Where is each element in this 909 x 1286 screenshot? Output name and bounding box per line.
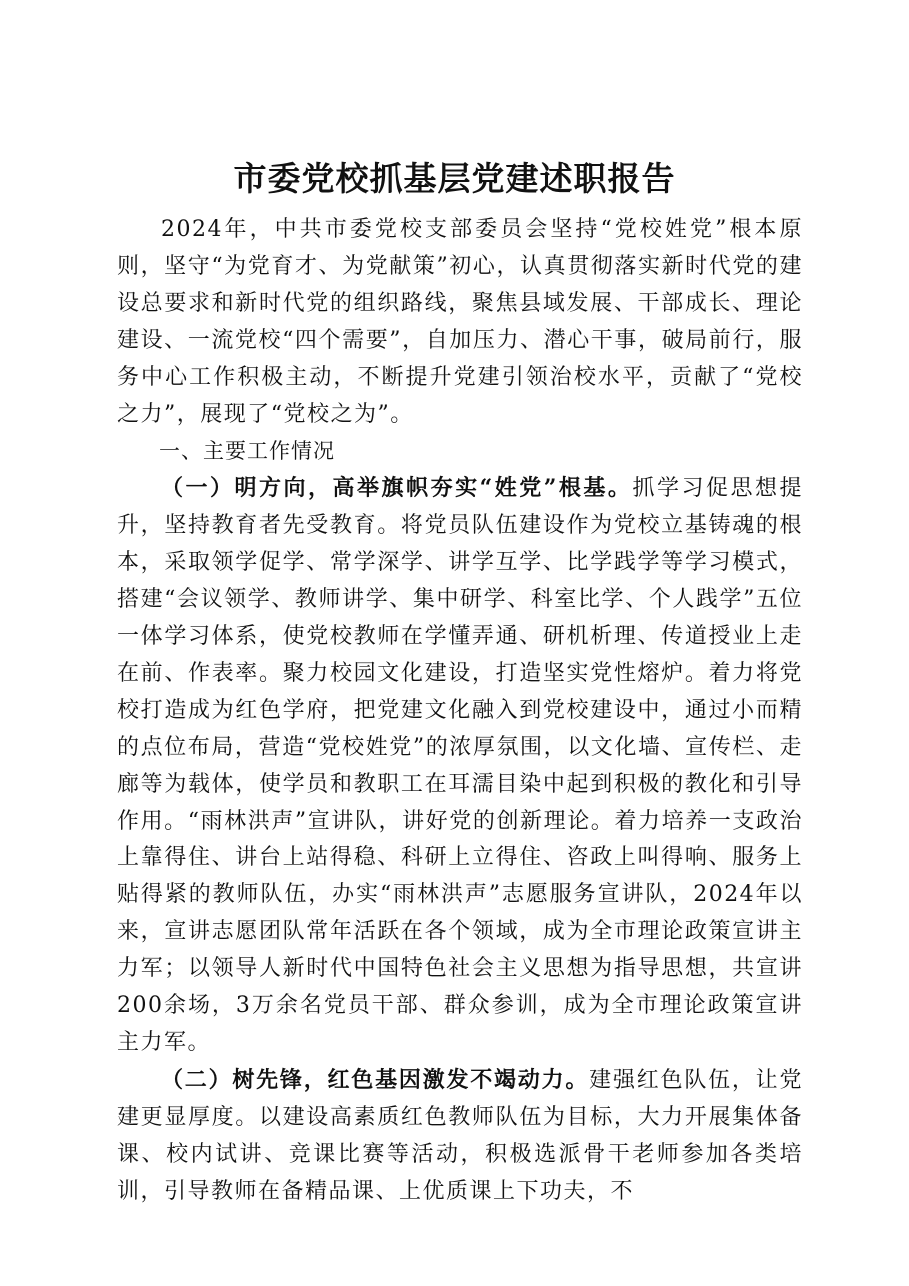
item2-text: 建强红色队伍，让党建更显厚度。以建设高素质红色教师队伍为目标，大力开展集体备课、校内试讲、竞课比赛等活动，积极选派骨干老师参加各类培训，引导教师在备精品课、上优质课上下功夫，不 [117, 1067, 803, 1204]
document-body [117, 212, 803, 1210]
item1-text: 抓学习促思想提升，坚持教育者先受教育。将党员队伍建设作为党校立基铸魂的根本，采取领学促学、常学深学、讲学互学、比学践学等学习模式，搭建“会议领学、教师讲学、集中研学、科室比学、个人践学”五位一体学习体系，使党校教师在学懂弄通、研机析理、传道授业上走在前、作表率。聚力校园文化建设，打造坚实党性熔炉。着力将党校打造成为红色学府，把党建文化融入到党校建设中，通过小而精的点位布局，营造“党校姓党”的浓厚氛围，以文化墙、宣传栏、走廊等为载体，使学员和教职工在耳濡目染中起到积极的教化和引导作用。“雨林洪声”宣讲队，讲好党的创新理论。着力培养一支政治上靠得住、讲台上站得稳、科研上立得住、咨政上叫得响、服务上贴得紧的教师队伍，办实“雨林洪声”志愿服务宣讲队，2024年以来，宣讲志愿团队常年活跃在各个领域，成为全市理论政策宣讲主力军；以领导人新时代中国特色社会主义思想为指导思想，共宣讲200余场，3万余名党员干部、群众参训，成为全市理论政策宣讲主力军。 [117, 476, 803, 1055]
item2-paragraph [117, 1062, 803, 1211]
document-title: 市委党校抓基层党建述职报告 [233, 159, 676, 198]
section-heading: 一、主要工作情况 [159, 439, 335, 464]
item1-paragraph [117, 470, 803, 1062]
item2-lead: （二）树先锋，红色基因激发不竭动力。 [161, 1066, 590, 1093]
item1-lead: （一）明方向，高举旗帜夯实“姓党”根基。 [161, 475, 633, 502]
intro-paragraph: 2024年，中共市委党校支部委员会坚持“党校姓党”根本原则，坚守“为党育才、为党献策”初心，认真贯彻落实新时代党的建设总要求和新时代党的组织路线，聚焦县域发展、干部成长、理论建设、一流党校“四个需要”，自加压力、潜心干事，破局前行，服务中心工作积极主动，不断提升党建引领治校水平，贡献了“党校之力”，展现了“党校之为”。 [117, 217, 803, 427]
